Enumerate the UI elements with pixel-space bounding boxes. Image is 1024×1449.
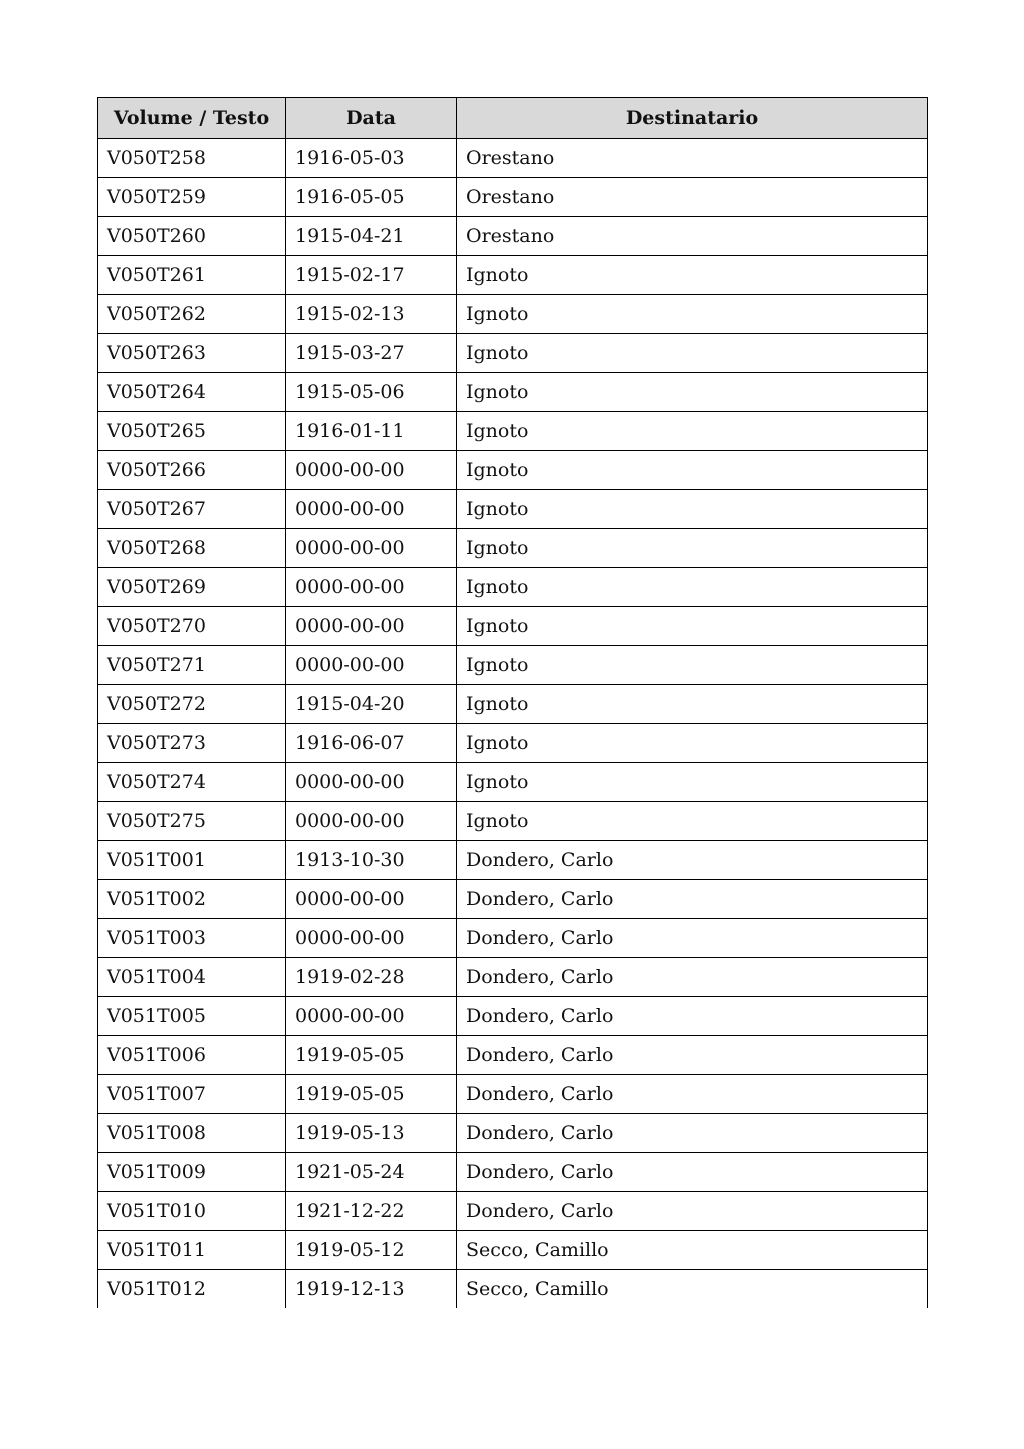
cell-data: 0000-00-00 [286,802,457,841]
cell-volume-testo: V050T265 [98,412,286,451]
table-row [98,1075,928,1114]
cell-data: 1916-01-11 [286,412,457,451]
cell-volume-testo: V050T274 [98,763,286,802]
cell-destinatario: Ignoto [457,334,928,373]
table-row [98,958,928,997]
cell-data: 1919-12-13 [286,1270,457,1309]
cell-destinatario: Dondero, Carlo [457,958,928,997]
cell-volume-testo: V050T269 [98,568,286,607]
letters-index-table [97,97,928,1308]
table-row [98,1153,928,1192]
cell-destinatario: Dondero, Carlo [457,919,928,958]
cell-volume-testo: V051T010 [98,1192,286,1231]
cell-destinatario: Ignoto [457,373,928,412]
table-row [98,1192,928,1231]
table-row [98,256,928,295]
cell-data: 1915-04-21 [286,217,457,256]
cell-volume-testo: V051T008 [98,1114,286,1153]
table-row [98,1270,928,1309]
column-header-data: Data [286,98,457,139]
cell-destinatario: Ignoto [457,295,928,334]
table-row [98,451,928,490]
cell-volume-testo: V051T001 [98,841,286,880]
cell-destinatario: Orestano [457,178,928,217]
cell-data: 1919-02-28 [286,958,457,997]
cell-destinatario: Ignoto [457,256,928,295]
table-row [98,490,928,529]
cell-data: 0000-00-00 [286,607,457,646]
cell-destinatario: Ignoto [457,802,928,841]
cell-destinatario: Dondero, Carlo [457,841,928,880]
table-row [98,568,928,607]
cell-destinatario: Ignoto [457,568,928,607]
cell-volume-testo: V050T259 [98,178,286,217]
cell-volume-testo: V051T003 [98,919,286,958]
table-row [98,607,928,646]
cell-data: 1921-12-22 [286,1192,457,1231]
cell-data: 1915-05-06 [286,373,457,412]
cell-volume-testo: V051T007 [98,1075,286,1114]
cell-data: 0000-00-00 [286,529,457,568]
cell-destinatario: Dondero, Carlo [457,1114,928,1153]
cell-destinatario: Dondero, Carlo [457,1075,928,1114]
cell-destinatario: Dondero, Carlo [457,1192,928,1231]
table-row [98,217,928,256]
cell-volume-testo: V050T267 [98,490,286,529]
cell-destinatario: Dondero, Carlo [457,1153,928,1192]
cell-data: 1913-10-30 [286,841,457,880]
cell-volume-testo: V050T268 [98,529,286,568]
cell-destinatario: Ignoto [457,412,928,451]
cell-data: 1919-05-05 [286,1036,457,1075]
cell-volume-testo: V050T266 [98,451,286,490]
cell-destinatario: Secco, Camillo [457,1231,928,1270]
table-row [98,646,928,685]
table-body [98,139,928,1309]
cell-destinatario: Ignoto [457,646,928,685]
cell-volume-testo: V050T275 [98,802,286,841]
table-row [98,178,928,217]
cell-volume-testo: V051T012 [98,1270,286,1309]
table-row [98,763,928,802]
table-row [98,373,928,412]
cell-volume-testo: V051T009 [98,1153,286,1192]
cell-volume-testo: V050T270 [98,607,286,646]
cell-destinatario: Ignoto [457,763,928,802]
cell-destinatario: Ignoto [457,490,928,529]
cell-destinatario: Dondero, Carlo [457,997,928,1036]
cell-volume-testo: V050T263 [98,334,286,373]
cell-destinatario: Dondero, Carlo [457,1036,928,1075]
cell-volume-testo: V051T002 [98,880,286,919]
cell-volume-testo: V050T260 [98,217,286,256]
column-header-volume-testo: Volume / Testo [98,98,286,139]
cell-volume-testo: V050T261 [98,256,286,295]
table-row [98,412,928,451]
cell-volume-testo: V050T258 [98,139,286,178]
cell-volume-testo: V050T272 [98,685,286,724]
cell-data: 1916-05-05 [286,178,457,217]
cell-volume-testo: V050T273 [98,724,286,763]
cell-volume-testo: V050T262 [98,295,286,334]
cell-destinatario: Ignoto [457,529,928,568]
cell-destinatario: Ignoto [457,607,928,646]
cell-destinatario: Ignoto [457,724,928,763]
cell-volume-testo: V051T004 [98,958,286,997]
cell-data: 1919-05-12 [286,1231,457,1270]
table-row [98,841,928,880]
cell-destinatario: Secco, Camillo [457,1270,928,1309]
cell-data: 0000-00-00 [286,919,457,958]
cell-data: 0000-00-00 [286,646,457,685]
cell-data: 1915-02-13 [286,295,457,334]
table-header [98,98,928,139]
table-row [98,919,928,958]
cell-data: 1915-04-20 [286,685,457,724]
table-row [98,997,928,1036]
table-row [98,1036,928,1075]
table-row [98,880,928,919]
table-row [98,529,928,568]
cell-data: 1915-02-17 [286,256,457,295]
cell-volume-testo: V050T271 [98,646,286,685]
cell-destinatario: Ignoto [457,685,928,724]
cell-destinatario: Orestano [457,217,928,256]
cell-data: 1916-05-03 [286,139,457,178]
cell-volume-testo: V051T006 [98,1036,286,1075]
table-row [98,1114,928,1153]
table-row [98,802,928,841]
cell-data: 0000-00-00 [286,997,457,1036]
cell-volume-testo: V051T011 [98,1231,286,1270]
cell-data: 0000-00-00 [286,451,457,490]
cell-volume-testo: V050T264 [98,373,286,412]
cell-data: 1919-05-05 [286,1075,457,1114]
table-row [98,685,928,724]
cell-data: 0000-00-00 [286,763,457,802]
cell-data: 0000-00-00 [286,568,457,607]
cell-destinatario: Orestano [457,139,928,178]
cell-volume-testo: V051T005 [98,997,286,1036]
table-row [98,139,928,178]
cell-data: 1915-03-27 [286,334,457,373]
cell-data: 0000-00-00 [286,880,457,919]
cell-data: 1916-06-07 [286,724,457,763]
cell-data: 0000-00-00 [286,490,457,529]
table-row [98,1231,928,1270]
cell-destinatario: Ignoto [457,451,928,490]
cell-data: 1919-05-13 [286,1114,457,1153]
table-row [98,334,928,373]
column-header-destinatario: Destinatario [457,98,928,139]
table-row [98,295,928,334]
cell-destinatario: Dondero, Carlo [457,880,928,919]
table-row [98,724,928,763]
header-row [98,98,928,139]
cell-data: 1921-05-24 [286,1153,457,1192]
